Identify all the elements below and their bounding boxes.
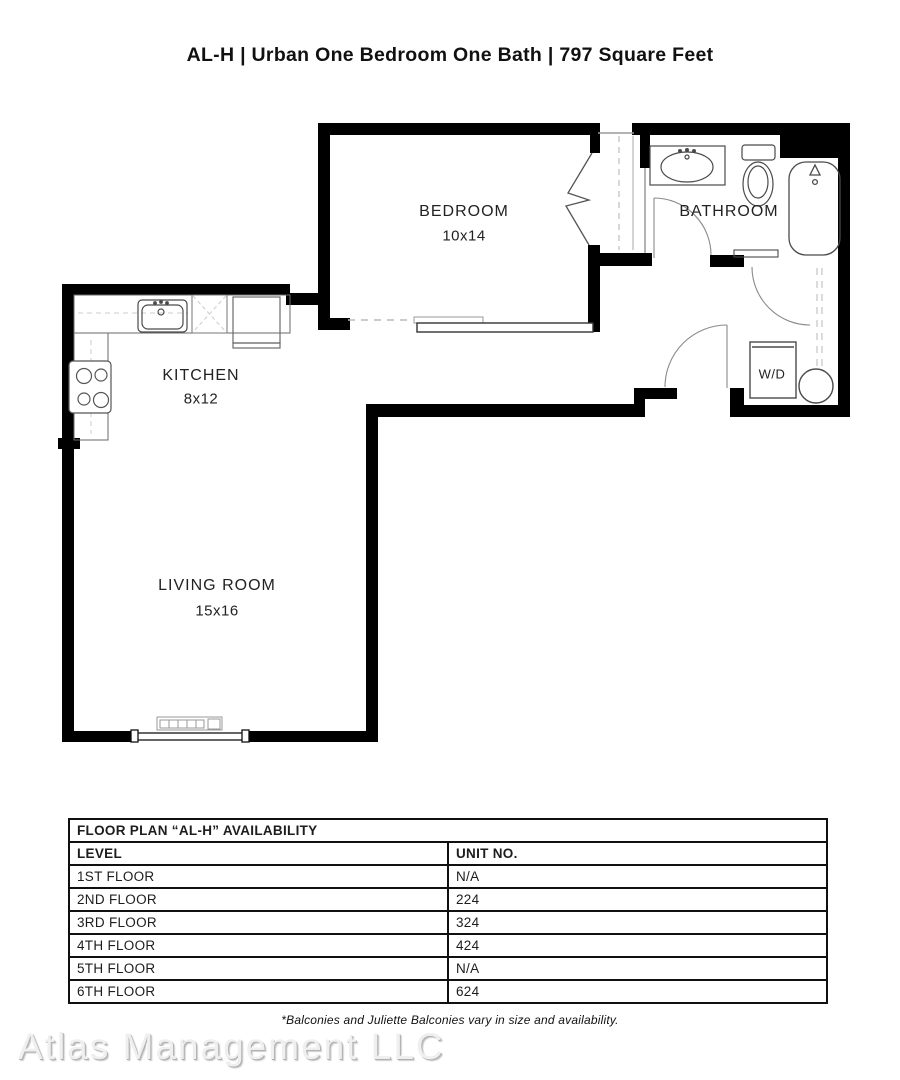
unit-cell: N/A bbox=[448, 865, 827, 888]
closet-bifold-doors-icon bbox=[566, 136, 633, 250]
baseboard-heater-icon bbox=[157, 717, 222, 730]
bedroom-dims: 10x14 bbox=[442, 227, 486, 245]
bedroom-sliding-door bbox=[348, 317, 593, 332]
table-row bbox=[69, 934, 827, 957]
unit-cell: 624 bbox=[448, 980, 827, 1003]
kitchen-label: KITCHEN bbox=[162, 367, 240, 384]
thin-walls bbox=[598, 133, 645, 253]
table-row bbox=[69, 911, 827, 934]
table-row bbox=[69, 957, 827, 980]
table-row bbox=[69, 980, 827, 1003]
level-cell: 3RD FLOOR bbox=[69, 911, 448, 934]
level-cell: 5TH FLOOR bbox=[69, 957, 448, 980]
toilet-icon bbox=[742, 145, 775, 206]
bathroom-label: BATHROOM bbox=[679, 203, 779, 220]
dishwasher-icon bbox=[192, 295, 227, 333]
unit-cell: 424 bbox=[448, 934, 827, 957]
refrigerator-icon bbox=[233, 297, 280, 348]
unit-cell: N/A bbox=[448, 957, 827, 980]
column-header-level: LEVEL bbox=[69, 842, 448, 865]
page-title: AL-H | Urban One Bedroom One Bath | 797 Square Feet bbox=[186, 44, 714, 66]
level-cell: 6TH FLOOR bbox=[69, 980, 448, 1003]
bathtub-icon bbox=[789, 162, 840, 255]
bedroom-label: BEDROOM bbox=[419, 203, 509, 220]
column-header-unit: UNIT NO. bbox=[448, 842, 827, 865]
kitchen-sink-icon bbox=[138, 300, 187, 332]
hall-closet-dashes bbox=[817, 268, 822, 366]
table-title: FLOOR PLAN “AL-H” AVAILABILITY bbox=[69, 819, 827, 842]
watermark: Atlas Management LLC bbox=[18, 1026, 445, 1067]
living-room-label: LIVING ROOM bbox=[158, 577, 276, 594]
living-room-dims: 15x16 bbox=[195, 602, 239, 620]
unit-cell: 224 bbox=[448, 888, 827, 911]
window-icon bbox=[131, 730, 249, 742]
level-cell: 2ND FLOOR bbox=[69, 888, 448, 911]
wd-door-arc bbox=[752, 267, 810, 325]
table-header-row bbox=[69, 842, 827, 865]
stove-icon bbox=[69, 361, 111, 413]
level-cell: 4TH FLOOR bbox=[69, 934, 448, 957]
table-row bbox=[69, 888, 827, 911]
footnote: *Balconies and Juliette Balconies vary in size and availability. bbox=[281, 1013, 619, 1027]
table-title-row bbox=[69, 819, 827, 842]
hall-door-arc bbox=[665, 325, 727, 388]
unit-cell: 324 bbox=[448, 911, 827, 934]
level-cell: 1ST FLOOR bbox=[69, 865, 448, 888]
wd-label: W/D bbox=[758, 366, 786, 382]
kitchen-dims: 8x12 bbox=[183, 390, 219, 408]
table-row bbox=[69, 865, 827, 888]
bathroom-sink-icon bbox=[650, 146, 725, 185]
availability-table bbox=[68, 818, 828, 1004]
